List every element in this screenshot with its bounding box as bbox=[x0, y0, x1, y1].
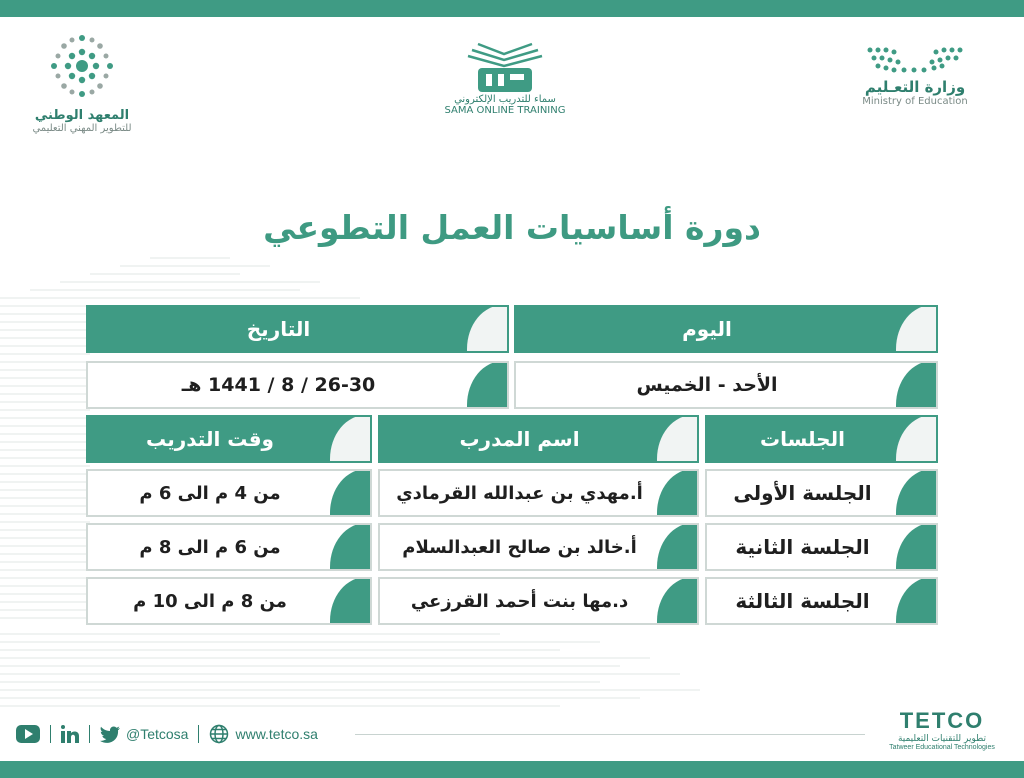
tetco-brand: TETCO bbox=[899, 708, 985, 733]
linkedin-icon[interactable] bbox=[61, 725, 79, 743]
footer-social bbox=[16, 722, 318, 746]
session-label: الجلسة الثانية bbox=[735, 535, 870, 559]
table-row-3-trainer bbox=[378, 577, 699, 625]
corner-decoration bbox=[896, 469, 938, 517]
corner-decoration bbox=[467, 361, 509, 409]
date-header-label: التاريخ bbox=[246, 317, 311, 341]
table-row-1-session bbox=[705, 469, 938, 517]
table-row-1-trainer bbox=[378, 469, 699, 517]
open-book-icon bbox=[460, 42, 550, 94]
moe-name-ar: وزارة التعـليم bbox=[864, 78, 966, 96]
session-label: الجلسة الثالثة bbox=[735, 589, 870, 613]
trainer-name: أ.مهدي بن عبدالله القرمادي bbox=[396, 482, 643, 504]
training-time: من 4 م الى 6 م bbox=[139, 482, 281, 504]
course-title: دورة أساسيات العمل التطوعي bbox=[263, 208, 761, 247]
globe-icon bbox=[209, 724, 229, 744]
corner-decoration bbox=[330, 469, 372, 517]
table-row-3-session bbox=[705, 577, 938, 625]
sessions-header-label: الجلسات bbox=[760, 427, 845, 451]
twitter-handle[interactable]: @Tetcosa bbox=[126, 726, 189, 742]
date-header bbox=[86, 305, 509, 353]
tetco-name-en: Tatweer Educational Technologies bbox=[889, 744, 995, 751]
day-header bbox=[514, 305, 938, 353]
bottom-accent-bar bbox=[0, 761, 1024, 778]
footer-divider bbox=[355, 734, 865, 735]
date-value: 26-30 / 8 / 1441 هـ bbox=[181, 374, 376, 396]
day-header-label: اليوم bbox=[682, 317, 732, 341]
corner-decoration bbox=[467, 305, 509, 353]
corner-decoration bbox=[896, 361, 938, 409]
corner-decoration bbox=[896, 577, 938, 625]
corner-decoration bbox=[657, 577, 699, 625]
table-row-2-session bbox=[705, 523, 938, 571]
sama-logo bbox=[440, 42, 570, 116]
corner-decoration bbox=[896, 305, 938, 353]
youtube-icon[interactable] bbox=[16, 725, 40, 743]
corner-decoration bbox=[657, 469, 699, 517]
corner-decoration bbox=[330, 523, 372, 571]
trainer-header-label: اسم المدرب bbox=[459, 427, 580, 451]
moe-logo bbox=[840, 42, 990, 107]
table-row-2-trainer bbox=[378, 523, 699, 571]
sama-name-en: SAMA ONLINE TRAINING bbox=[444, 105, 566, 116]
time-header bbox=[86, 415, 372, 463]
corner-decoration bbox=[330, 577, 372, 625]
session-label: الجلسة الأولى bbox=[733, 481, 872, 505]
training-time: من 6 م الى 8 م bbox=[139, 536, 281, 558]
date-value-cell bbox=[86, 361, 509, 409]
twitter-icon[interactable] bbox=[100, 726, 120, 743]
trainer-name: أ.خالد بن صالح العبدالسلام bbox=[402, 536, 637, 558]
institute-emblem-icon bbox=[42, 28, 122, 108]
training-time: من 8 م الى 10 م bbox=[133, 590, 287, 612]
divider bbox=[50, 725, 51, 743]
institute-name: المعهد الوطني bbox=[34, 108, 130, 123]
sama-name-ar: سماء للتدريب الإلكتروني bbox=[454, 94, 556, 105]
corner-decoration bbox=[657, 415, 699, 463]
day-value: الأحد - الخميس bbox=[636, 374, 778, 396]
trainer-name: د.مها بنت أحمد القرزعي bbox=[410, 590, 629, 612]
day-value-cell bbox=[514, 361, 938, 409]
corner-decoration bbox=[896, 415, 938, 463]
time-header-label: وقت التدريب bbox=[146, 427, 274, 451]
divider bbox=[198, 725, 199, 743]
moe-dots-icon bbox=[860, 42, 970, 78]
sessions-header bbox=[705, 415, 938, 463]
table-row-1-time bbox=[86, 469, 372, 517]
trainer-header bbox=[378, 415, 699, 463]
table-row-3-time bbox=[86, 577, 372, 625]
corner-decoration bbox=[657, 523, 699, 571]
divider bbox=[89, 725, 90, 743]
institute-subtitle: للتطوير المهني التعليمي bbox=[32, 123, 132, 134]
corner-decoration bbox=[330, 415, 372, 463]
website-link[interactable]: www.tetco.sa bbox=[235, 726, 318, 742]
corner-decoration bbox=[896, 523, 938, 571]
institute-logo bbox=[12, 28, 152, 134]
tetco-name-ar: تطوير للتقنيات التعليمية bbox=[897, 734, 987, 744]
moe-name-en: Ministry of Education bbox=[862, 96, 968, 107]
tetco-logo bbox=[876, 708, 1008, 751]
table-row-2-time bbox=[86, 523, 372, 571]
top-accent-bar bbox=[0, 0, 1024, 17]
